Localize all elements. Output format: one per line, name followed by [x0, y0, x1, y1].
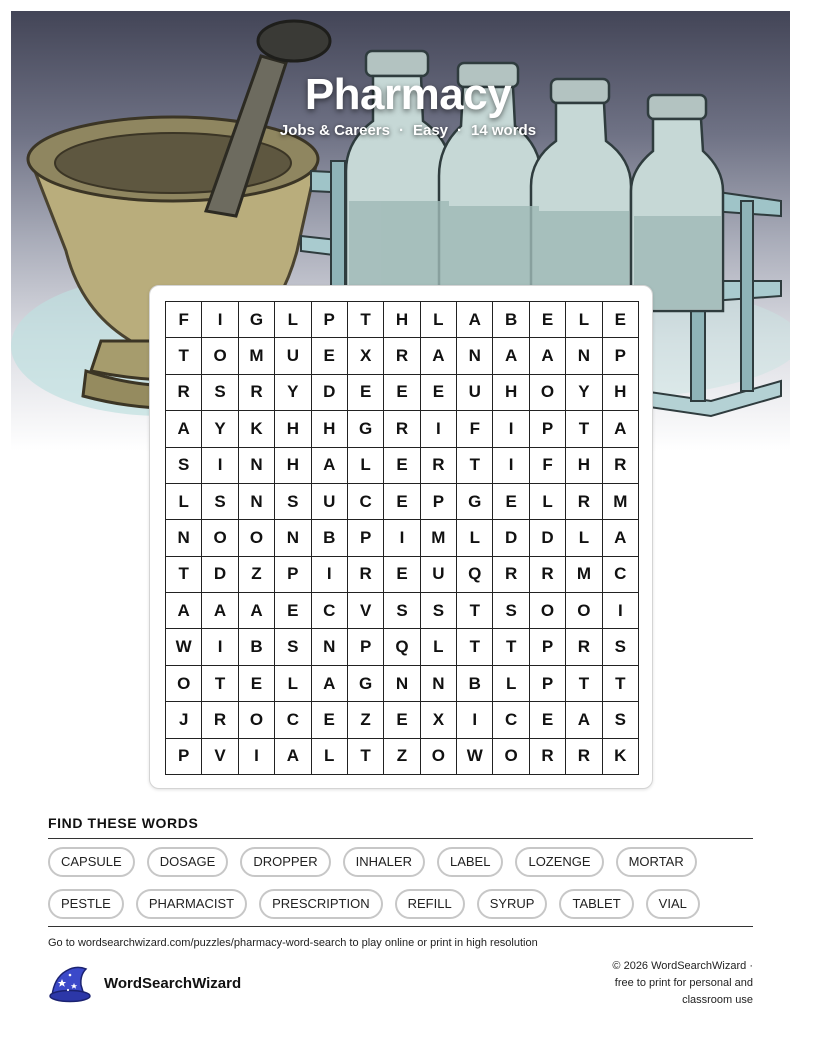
words-heading: FIND THESE WORDS — [48, 815, 199, 831]
grid-cell[interactable]: L — [530, 484, 566, 520]
grid-cell[interactable]: J — [166, 702, 202, 738]
word-chip: INHALER — [343, 847, 425, 877]
grid-cell[interactable]: A — [603, 520, 639, 556]
grid-cell[interactable]: L — [566, 302, 602, 338]
grid-cell[interactable]: W — [166, 629, 202, 665]
grid-cell[interactable]: O — [530, 375, 566, 411]
grid-cell[interactable]: E — [384, 375, 420, 411]
grid-cell[interactable]: I — [202, 448, 238, 484]
grid-cell[interactable]: P — [421, 484, 457, 520]
grid-cell[interactable]: C — [275, 702, 311, 738]
grid-cell[interactable]: U — [421, 557, 457, 593]
grid-cell[interactable]: E — [384, 448, 420, 484]
grid-cell[interactable]: T — [457, 448, 493, 484]
word-chip: PESTLE — [48, 889, 124, 919]
grid-cell[interactable]: A — [457, 302, 493, 338]
grid-cell[interactable]: E — [239, 666, 275, 702]
grid-cell[interactable]: C — [603, 557, 639, 593]
grid-cell[interactable]: B — [457, 666, 493, 702]
grid-cell[interactable]: I — [603, 593, 639, 629]
grid-cell[interactable]: P — [603, 338, 639, 374]
grid-cell[interactable]: R — [566, 484, 602, 520]
grid-cell[interactable]: G — [348, 666, 384, 702]
grid-cell[interactable]: U — [312, 484, 348, 520]
word-chip: PHARMACIST — [136, 889, 247, 919]
grid-cell[interactable]: O — [421, 739, 457, 775]
grid-cell[interactable]: O — [493, 739, 529, 775]
grid-cell[interactable]: T — [457, 629, 493, 665]
meta-separator: · — [398, 122, 404, 139]
grid-cell[interactable]: P — [275, 557, 311, 593]
grid-cell[interactable]: N — [239, 484, 275, 520]
grid-cell[interactable]: D — [202, 557, 238, 593]
grid-cell[interactable]: F — [530, 448, 566, 484]
grid-cell[interactable]: I — [457, 702, 493, 738]
grid-cell[interactable]: E — [384, 702, 420, 738]
grid-cell[interactable]: T — [457, 593, 493, 629]
grid-cell[interactable]: V — [202, 739, 238, 775]
grid-cell[interactable]: R — [348, 557, 384, 593]
grid-cell[interactable]: L — [348, 448, 384, 484]
word-chip: VIAL — [646, 889, 700, 919]
divider — [48, 838, 753, 839]
grid-cell[interactable]: A — [166, 411, 202, 447]
grid-cell[interactable]: P — [530, 411, 566, 447]
grid-cell[interactable]: K — [603, 739, 639, 775]
grid-cell[interactable]: R — [384, 338, 420, 374]
grid-cell[interactable]: B — [493, 302, 529, 338]
copyright-line: classroom use — [682, 994, 753, 1006]
grid-cell[interactable]: E — [603, 302, 639, 338]
grid-cell[interactable]: H — [275, 411, 311, 447]
grid-cell[interactable]: H — [603, 375, 639, 411]
grid-cell[interactable]: O — [166, 666, 202, 702]
grid-cell[interactable]: O — [239, 520, 275, 556]
grid-cell[interactable]: H — [275, 448, 311, 484]
grid-cell[interactable]: N — [312, 629, 348, 665]
grid-cell[interactable]: M — [603, 484, 639, 520]
grid-cell[interactable]: T — [566, 411, 602, 447]
grid-cell[interactable]: G — [239, 302, 275, 338]
grid-cell[interactable]: L — [275, 666, 311, 702]
grid-cell[interactable]: A — [603, 411, 639, 447]
word-chip: CAPSULE — [48, 847, 135, 877]
grid-cell[interactable]: A — [421, 338, 457, 374]
grid-cell[interactable]: A — [312, 666, 348, 702]
grid-cell[interactable]: F — [166, 302, 202, 338]
grid-cell[interactable]: I — [493, 411, 529, 447]
grid-cell[interactable]: S — [421, 593, 457, 629]
grid-cell[interactable]: K — [239, 411, 275, 447]
grid-cell[interactable]: N — [166, 520, 202, 556]
grid-cell[interactable]: R — [603, 448, 639, 484]
grid-cell[interactable]: Q — [384, 629, 420, 665]
grid-cell[interactable]: S — [275, 484, 311, 520]
grid-cell[interactable]: H — [566, 448, 602, 484]
grid-cell[interactable]: Y — [566, 375, 602, 411]
grid-cell[interactable]: L — [166, 484, 202, 520]
grid-cell[interactable]: L — [457, 520, 493, 556]
grid-cell[interactable]: T — [166, 557, 202, 593]
copyright-line: © 2026 WordSearchWizard · — [612, 960, 753, 972]
grid-cell[interactable]: G — [457, 484, 493, 520]
divider — [48, 926, 753, 927]
category-label: Jobs & Careers — [279, 122, 390, 139]
grid-cell[interactable]: T — [348, 739, 384, 775]
grid-cell[interactable]: N — [384, 666, 420, 702]
grid-cell[interactable]: D — [312, 375, 348, 411]
grid-cell[interactable]: I — [202, 302, 238, 338]
grid-cell[interactable]: L — [275, 302, 311, 338]
grid-cell[interactable]: N — [566, 338, 602, 374]
grid-cell[interactable]: R — [566, 629, 602, 665]
grid-cell[interactable]: T — [603, 666, 639, 702]
grid-cell[interactable]: S — [166, 448, 202, 484]
grid-cell[interactable]: E — [530, 702, 566, 738]
grid-cell[interactable]: L — [566, 520, 602, 556]
grid-cell[interactable]: F — [457, 411, 493, 447]
grid-cell[interactable]: R — [530, 739, 566, 775]
grid-cell[interactable]: A — [202, 593, 238, 629]
grid-cell[interactable]: P — [348, 520, 384, 556]
grid-cell[interactable]: N — [457, 338, 493, 374]
grid-cell[interactable]: N — [239, 448, 275, 484]
grid-cell[interactable]: S — [275, 629, 311, 665]
grid-cell[interactable]: G — [348, 411, 384, 447]
grid-cell[interactable]: H — [384, 302, 420, 338]
grid-cell[interactable]: R — [202, 702, 238, 738]
grid-cell[interactable]: I — [239, 739, 275, 775]
grid-cell[interactable]: O — [566, 593, 602, 629]
grid-cell[interactable]: H — [312, 411, 348, 447]
grid-cell[interactable]: R — [239, 375, 275, 411]
grid-cell[interactable]: C — [493, 702, 529, 738]
word-chip: MORTAR — [616, 847, 697, 877]
grid-cell[interactable]: T — [202, 666, 238, 702]
grid-cell[interactable]: M — [239, 338, 275, 374]
grid-cell[interactable]: S — [493, 593, 529, 629]
grid-cell[interactable]: A — [566, 702, 602, 738]
grid-cell[interactable]: E — [384, 484, 420, 520]
grid-cell[interactable]: I — [312, 557, 348, 593]
copyright-line: free to print for personal and — [614, 977, 753, 989]
grid-cell[interactable]: R — [166, 375, 202, 411]
grid-cell[interactable]: V — [348, 593, 384, 629]
grid-cell[interactable]: Y — [202, 411, 238, 447]
word-chip: TABLET — [559, 889, 633, 919]
grid-cell[interactable]: R — [530, 557, 566, 593]
grid-cell[interactable]: H — [493, 375, 529, 411]
word-chip: REFILL — [395, 889, 465, 919]
grid-cell[interactable]: S — [202, 375, 238, 411]
grid-cell[interactable]: E — [493, 484, 529, 520]
grid-cell[interactable]: E — [421, 375, 457, 411]
grid-cell[interactable]: S — [603, 629, 639, 665]
grid-cell[interactable]: X — [348, 338, 384, 374]
grid-cell[interactable]: P — [312, 302, 348, 338]
grid-cell[interactable]: N — [275, 520, 311, 556]
grid-cell[interactable]: O — [202, 338, 238, 374]
difficulty-label: Easy — [412, 122, 449, 139]
word-count-label: 14 words — [471, 122, 537, 139]
grid-cell[interactable]: O — [239, 702, 275, 738]
grid-cell[interactable]: Q — [457, 557, 493, 593]
grid-cell[interactable]: A — [239, 593, 275, 629]
grid-cell[interactable]: M — [566, 557, 602, 593]
grid-cell[interactable]: U — [457, 375, 493, 411]
grid-cell[interactable]: N — [421, 666, 457, 702]
grid-cell[interactable]: E — [275, 593, 311, 629]
page-title: Pharmacy — [304, 70, 512, 119]
grid-cell[interactable]: P — [530, 629, 566, 665]
grid-cell[interactable]: T — [493, 629, 529, 665]
copyright-notice — [583, 958, 753, 1009]
grid-cell[interactable]: I — [384, 520, 420, 556]
grid-cell[interactable]: T — [166, 338, 202, 374]
grid-cell[interactable]: A — [275, 739, 311, 775]
grid-cell[interactable]: S — [202, 484, 238, 520]
brand-logo[interactable] — [48, 963, 241, 1003]
grid-cell[interactable]: E — [348, 375, 384, 411]
word-chip: PRESCRIPTION — [259, 889, 383, 919]
grid-cell[interactable]: A — [493, 338, 529, 374]
grid-cell[interactable]: T — [566, 666, 602, 702]
grid-cell[interactable]: T — [348, 302, 384, 338]
grid-cell[interactable]: A — [312, 448, 348, 484]
grid-cell[interactable]: C — [312, 593, 348, 629]
grid-cell[interactable]: O — [530, 593, 566, 629]
grid-cell[interactable]: X — [421, 702, 457, 738]
grid-cell[interactable]: L — [421, 629, 457, 665]
grid-cell[interactable]: R — [384, 411, 420, 447]
grid-cell[interactable]: I — [493, 448, 529, 484]
grid-cell[interactable]: I — [202, 629, 238, 665]
grid-cell[interactable]: P — [348, 629, 384, 665]
grid-cell[interactable]: D — [530, 520, 566, 556]
grid-cell[interactable]: E — [384, 557, 420, 593]
grid-cell[interactable]: R — [566, 739, 602, 775]
grid-cell[interactable]: U — [275, 338, 311, 374]
grid-cell[interactable]: D — [493, 520, 529, 556]
grid-cell[interactable]: P — [530, 666, 566, 702]
word-chip: SYRUP — [477, 889, 548, 919]
wizard-hat-icon — [48, 963, 94, 1003]
meta-separator: · — [457, 122, 463, 139]
grid-cell[interactable]: A — [166, 593, 202, 629]
brand-name: WordSearchWizard — [104, 974, 242, 992]
grid-cell[interactable]: E — [312, 338, 348, 374]
grid-cell[interactable]: A — [530, 338, 566, 374]
grid-cell[interactable]: S — [603, 702, 639, 738]
letter-grid — [165, 301, 639, 775]
grid-cell[interactable]: L — [493, 666, 529, 702]
grid-cell[interactable]: Z — [384, 739, 420, 775]
grid-cell[interactable]: M — [421, 520, 457, 556]
word-chip: DOSAGE — [147, 847, 229, 877]
grid-cell[interactable]: C — [348, 484, 384, 520]
puzzle-card — [149, 285, 653, 789]
word-list — [48, 847, 758, 919]
grid-cell[interactable]: R — [421, 448, 457, 484]
grid-cell[interactable]: L — [312, 739, 348, 775]
grid-cell[interactable]: O — [202, 520, 238, 556]
grid-cell[interactable]: I — [421, 411, 457, 447]
grid-cell[interactable]: E — [312, 702, 348, 738]
grid-cell[interactable]: E — [530, 302, 566, 338]
word-chip: LABEL — [437, 847, 503, 877]
grid-cell[interactable]: P — [166, 739, 202, 775]
puzzle-meta — [0, 122, 816, 139]
grid-cell[interactable]: L — [421, 302, 457, 338]
word-chip: DROPPER — [240, 847, 330, 877]
footer-url-text: Go to wordsearchwizard.com/puzzles/pharmacy-word-search to play online or print in high resolution — [48, 937, 538, 949]
grid-cell[interactable]: Z — [348, 702, 384, 738]
grid-cell[interactable]: Y — [275, 375, 311, 411]
grid-cell[interactable]: B — [239, 629, 275, 665]
grid-cell[interactable]: B — [312, 520, 348, 556]
grid-cell[interactable]: W — [457, 739, 493, 775]
word-chip: LOZENGE — [515, 847, 603, 877]
grid-cell[interactable]: Z — [239, 557, 275, 593]
grid-cell[interactable]: S — [384, 593, 420, 629]
grid-cell[interactable]: R — [493, 557, 529, 593]
